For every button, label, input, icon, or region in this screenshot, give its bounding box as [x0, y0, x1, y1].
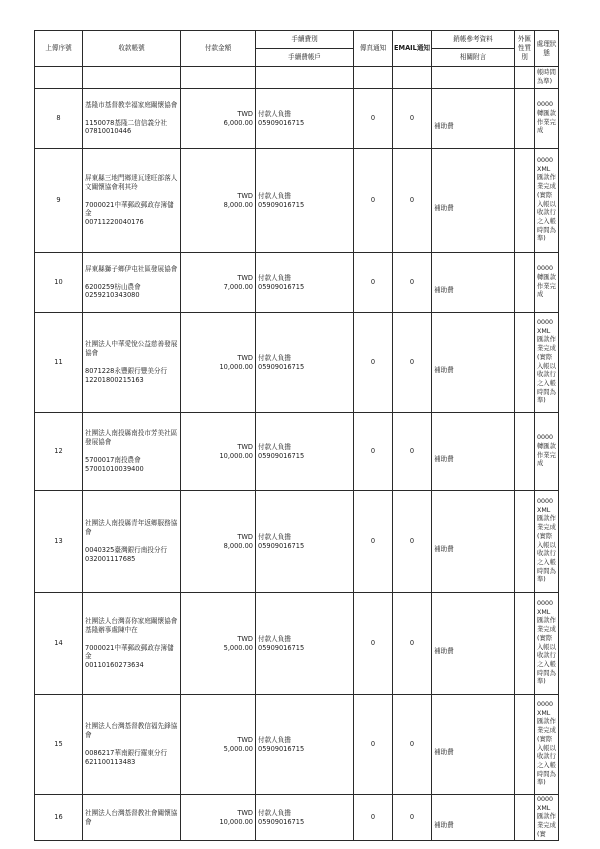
fee-cell	[256, 89, 354, 149]
debit-ref-cell	[432, 593, 515, 695]
payee-cell	[83, 313, 181, 413]
table-row	[35, 413, 559, 491]
debit-ref-cell	[432, 695, 515, 795]
status-cell: 0000 XML匯款作業完成(實際入帳以收款行之入帳時間為準)	[535, 313, 559, 413]
amount-cell	[181, 313, 256, 413]
seq-cell: 13	[35, 491, 83, 593]
header-status: 處理狀態	[535, 31, 559, 67]
currency-code: TWD	[237, 353, 253, 362]
fax-notice-cell: 0	[354, 413, 393, 491]
payee-name: 基隆市基督教幸福家庭關懷協會	[85, 100, 178, 109]
amount-value: 10,000.00	[219, 362, 253, 371]
header-fee-type: 手續費別	[256, 31, 354, 49]
email-notice-cell: 0	[393, 593, 432, 695]
fee-account: 05909016715	[258, 200, 305, 209]
fee-cell	[256, 253, 354, 313]
cell-empty	[256, 67, 354, 89]
fee-account: 05909016715	[258, 362, 305, 371]
debit-ref-text: 補助費	[434, 455, 454, 464]
payee-bank: 6200259枋山農會	[85, 282, 141, 291]
fee-type: 付款人負擔	[258, 191, 291, 200]
payee-cell	[83, 593, 181, 695]
fax-notice-cell: 0	[354, 253, 393, 313]
seq-cell: 15	[35, 695, 83, 795]
payee-name: 社團法人台灣喜你家庭關懷協會基隆辦事處陳中在	[85, 616, 178, 634]
payee-bank: 5700017南投農會	[85, 456, 141, 464]
table-row	[35, 313, 559, 413]
status-cell: 0000 轉匯款作業完成	[535, 89, 559, 149]
table-row	[35, 695, 559, 795]
header-amount: 付款金額	[181, 31, 256, 67]
header-seq: 上傳序號	[35, 31, 83, 67]
amount-value: 10,000.00	[219, 817, 253, 826]
currency-code: TWD	[237, 109, 253, 118]
status-cell: 0000 XML匯款作業完成(實際入帳以收款行之入帳時間為準)	[535, 491, 559, 593]
debit-ref-cell	[432, 149, 515, 253]
header-email-notice: EMAIL通知	[393, 31, 432, 67]
seq-cell: 10	[35, 253, 83, 313]
status-cell: 0000 XML匯款作業完成(實	[535, 795, 559, 841]
status-cell: 0000 XML匯款作業完成(實際入帳以收款行之入帳時間為準)	[535, 593, 559, 695]
payee-cell	[83, 413, 181, 491]
fee-account: 05909016715	[258, 817, 305, 826]
currency-code: TWD	[237, 735, 253, 744]
payee-cell	[83, 149, 181, 253]
status-cell: 0000 轉匯款作業完成	[535, 413, 559, 491]
table-row-continued	[35, 67, 559, 89]
debit-ref-text: 補助費	[434, 647, 454, 656]
debit-ref-text: 補助費	[434, 366, 454, 375]
debit-ref-cell	[432, 491, 515, 593]
table-row	[35, 253, 559, 313]
foreign-type-cell	[515, 491, 535, 593]
payee-bank: 1150078基隆二信信義分社	[85, 118, 168, 127]
fee-type: 付款人負擔	[258, 353, 291, 362]
fee-account: 05909016715	[258, 744, 305, 753]
currency-code: TWD	[237, 191, 253, 200]
cell-empty	[181, 67, 256, 89]
fee-type: 付款人負擔	[258, 273, 291, 282]
amount-cell	[181, 253, 256, 313]
remittance-table	[34, 30, 559, 841]
payee-account-number: 032001117685	[85, 554, 136, 563]
payee-name: 社團法人中華愛悅公益慈善發展協會	[85, 340, 178, 358]
amount-value: 5,000.00	[223, 643, 253, 652]
payee-name: 社團法人台灣基督教信福先鋒協會	[85, 722, 178, 740]
fee-type: 付款人負擔	[258, 109, 291, 118]
payee-name: 屏東縣獅子鄉伊屯社區發展協會	[85, 264, 178, 273]
debit-ref-text: 補助費	[434, 122, 454, 131]
email-notice-cell: 0	[393, 253, 432, 313]
foreign-type-cell	[515, 795, 535, 841]
debit-ref-text: 補助費	[434, 821, 454, 830]
amount-cell	[181, 795, 256, 841]
status-cell: 0000 XML匯款作業完成(實際入帳以收款行之入帳時間為準)	[535, 695, 559, 795]
payee-account-number: 621100113483	[85, 757, 136, 766]
fee-type: 付款人負擔	[258, 735, 291, 744]
currency-code: TWD	[237, 808, 253, 817]
seq-cell: 14	[35, 593, 83, 695]
amount-value: 10,000.00	[219, 451, 253, 460]
payee-bank: 0040325臺灣銀行南投分行	[85, 546, 168, 554]
payee-cell	[83, 89, 181, 149]
debit-ref-text: 補助費	[434, 545, 454, 554]
payee-name: 社團法人南投縣南投市芳美社區發展協會	[85, 429, 178, 447]
debit-ref-cell	[432, 253, 515, 313]
currency-code: TWD	[237, 273, 253, 282]
fax-notice-cell: 0	[354, 89, 393, 149]
debit-ref-cell	[432, 795, 515, 841]
payee-name: 屏東縣三地門鄉達瓦達旺部落人文關懷協會利其玲	[85, 173, 178, 191]
fax-notice-cell: 0	[354, 695, 393, 795]
cell-empty	[515, 67, 535, 89]
header-fee-account: 手續費帳戶	[256, 49, 354, 67]
foreign-type-cell	[515, 149, 535, 253]
payee-account-number: 00110160273634	[85, 661, 144, 670]
email-notice-cell: 0	[393, 89, 432, 149]
amount-cell	[181, 89, 256, 149]
amount-cell	[181, 491, 256, 593]
fee-type: 付款人負擔	[258, 442, 291, 451]
debit-ref-cell	[432, 89, 515, 149]
fee-cell	[256, 695, 354, 795]
debit-ref-text: 補助費	[434, 286, 454, 295]
fee-cell	[256, 413, 354, 491]
fax-notice-cell: 0	[354, 795, 393, 841]
payee-bank: 7000021中華郵政郵政存簿儲金	[85, 200, 174, 218]
debit-ref-text: 補助費	[434, 748, 454, 757]
table-row	[35, 795, 559, 841]
seq-cell: 11	[35, 313, 83, 413]
email-notice-cell: 0	[393, 313, 432, 413]
amount-cell	[181, 593, 256, 695]
fee-cell	[256, 795, 354, 841]
cell-empty	[83, 67, 181, 89]
payee-account-number: 00711220040176	[85, 218, 144, 227]
seq-cell: 8	[35, 89, 83, 149]
email-notice-cell: 0	[393, 149, 432, 253]
status-cell: 0000 XML匯款作業完成(實際入帳以收款行之入帳時間為準)	[535, 149, 559, 253]
cell-empty	[35, 67, 83, 89]
amount-value: 7,000.00	[223, 282, 253, 291]
payee-account-number: 57001010039400	[85, 464, 144, 473]
header-debit-ref: 銷帳參考資料	[432, 31, 515, 49]
foreign-type-cell	[515, 313, 535, 413]
fee-type: 付款人負擔	[258, 532, 291, 541]
foreign-type-cell	[515, 413, 535, 491]
payee-account-number: 12201800215163	[85, 375, 144, 384]
amount-cell	[181, 149, 256, 253]
seq-cell: 12	[35, 413, 83, 491]
fee-type: 付款人負擔	[258, 634, 291, 643]
fee-cell	[256, 313, 354, 413]
amount-cell	[181, 413, 256, 491]
table-row	[35, 593, 559, 695]
amount-value: 5,000.00	[223, 744, 253, 753]
fee-account: 05909016715	[258, 541, 305, 550]
header-foreign-type: 外匯性質別	[515, 31, 535, 67]
table-row	[35, 491, 559, 593]
header-payee-account: 收款帳號	[83, 31, 181, 67]
status-cell: 0000 轉匯款作業完成	[535, 253, 559, 313]
payee-cell	[83, 795, 181, 841]
fax-notice-cell: 0	[354, 149, 393, 253]
payee-bank: 7000021中華郵政郵政存簿儲金	[85, 643, 174, 661]
fee-account: 05909016715	[258, 451, 305, 460]
fee-type: 付款人負擔	[258, 808, 291, 817]
foreign-type-cell	[515, 695, 535, 795]
currency-code: TWD	[237, 442, 253, 451]
payee-cell	[83, 253, 181, 313]
email-notice-cell: 0	[393, 795, 432, 841]
email-notice-cell: 0	[393, 695, 432, 795]
fax-notice-cell: 0	[354, 313, 393, 413]
foreign-type-cell	[515, 89, 535, 149]
cell-empty	[354, 67, 393, 89]
debit-ref-cell	[432, 413, 515, 491]
payee-cell	[83, 491, 181, 593]
email-notice-cell: 0	[393, 491, 432, 593]
fee-cell	[256, 593, 354, 695]
amount-value: 8,000.00	[223, 541, 253, 550]
fee-account: 05909016715	[258, 643, 305, 652]
fee-cell	[256, 149, 354, 253]
fax-notice-cell: 0	[354, 593, 393, 695]
cell-empty	[393, 67, 432, 89]
fee-account: 05909016715	[258, 282, 305, 291]
debit-ref-text: 補助費	[434, 204, 454, 213]
fee-cell	[256, 491, 354, 593]
header-fax-notice: 傳真通知	[354, 31, 393, 67]
payee-name: 社團法人南投縣青年返鄉服務協會	[85, 519, 178, 537]
seq-cell: 16	[35, 795, 83, 841]
payee-cell	[83, 695, 181, 795]
foreign-type-cell	[515, 593, 535, 695]
debit-ref-cell	[432, 313, 515, 413]
payee-name: 社團法人台灣基督教社會關懷協會	[85, 808, 178, 826]
payee-bank: 0086217華南銀行羅東分行	[85, 749, 168, 757]
seq-cell: 9	[35, 149, 83, 253]
fax-notice-cell: 0	[354, 491, 393, 593]
table-row	[35, 149, 559, 253]
amount-value: 6,000.00	[223, 118, 253, 127]
currency-code: TWD	[237, 634, 253, 643]
amount-cell	[181, 695, 256, 795]
fee-account: 05909016715	[258, 118, 305, 127]
status-cell: 帳時間為準)	[535, 67, 559, 89]
cell-empty	[432, 67, 515, 89]
payee-account-number: 0259210343080	[85, 291, 140, 300]
foreign-type-cell	[515, 253, 535, 313]
email-notice-cell: 0	[393, 413, 432, 491]
payee-bank: 8071228永豐銀行豐美分行	[85, 367, 168, 375]
table-row	[35, 89, 559, 149]
header-attachment: 相關附言	[432, 49, 515, 67]
amount-value: 8,000.00	[223, 200, 253, 209]
payee-account-number: 07810010446	[85, 127, 132, 136]
currency-code: TWD	[237, 532, 253, 541]
